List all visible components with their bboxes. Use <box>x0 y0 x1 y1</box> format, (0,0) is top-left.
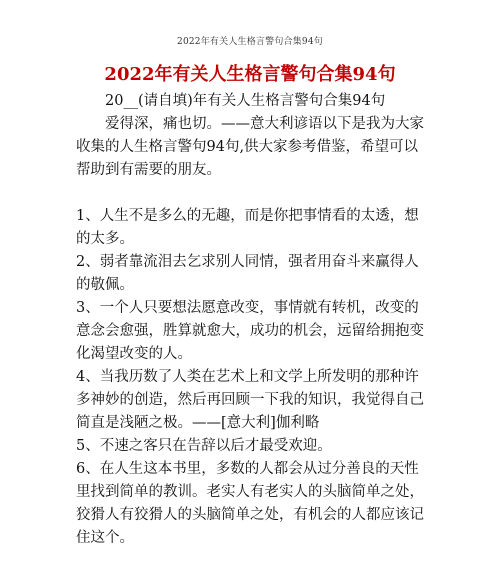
intro-paragraph: 爱得深，痛也切。——意大利谚语以下是我为大家收集的人生格言警句94句,供大家参考借鉴，希望可以帮助到有需要的朋友。 <box>76 116 424 178</box>
running-header: 2022年有关人生格言警句合集94句 <box>177 37 323 47</box>
quote-item: 6、在人生这本书里，多数的人都会从过分善良的天性里找到简单的教训。老实人有老实人的头脑简单之处，狡猾人有狡猾人的头脑简单之处，有机会的人都应该记住这个。 <box>76 461 424 546</box>
quote-item: 4、当我历数了人类在艺术上和文学上所发明的那种许多神妙的创造，然后再回顾一下我的知识，我觉得自己简直是浅陋之极。——[意大利]伽利略 <box>76 369 424 431</box>
quote-item: 5、不速之客只在告辞以后才最受欢迎。 <box>76 438 332 454</box>
document-title: 2022年有关人生格言警句合集94句 <box>104 64 396 85</box>
quote-item: 2、弱者靠流泪去乞求别人同情，强者用奋斗来赢得人的敬佩。 <box>76 254 419 293</box>
quote-item: 1、人生不是多么的无趣，而是你把事情看的太透，想的太多。 <box>76 208 419 247</box>
paragraph-gap <box>76 182 426 205</box>
subtitle-line: 20__(请自填)年有关人生格言警句合集94句 <box>105 93 386 109</box>
quote-item: 3、一个人只要想法愿意改变，事情就有转机，改变的意念会愈强，胜算就愈大，成功的机会，远留给拥抱变化渴望改变的人。 <box>76 300 424 362</box>
document-body <box>76 90 426 550</box>
